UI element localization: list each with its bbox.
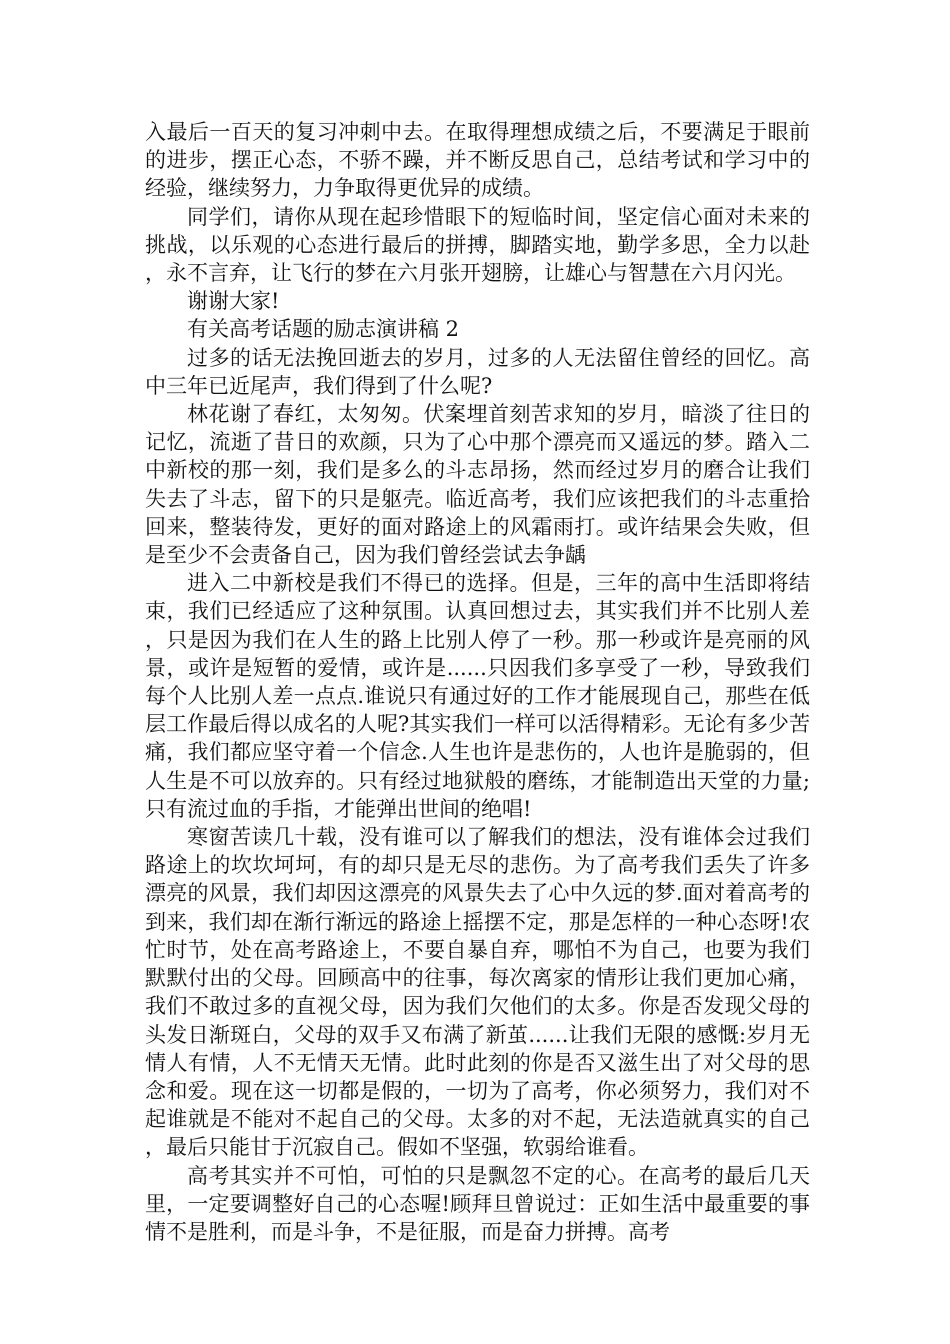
section-title: 有关高考话题的励志演讲稿 2 bbox=[187, 317, 460, 342]
paragraph-5: 进入二中新校是我们不得已的选择。但是，三年的高中生活即将结束，我们已经适应了这种氛围。认真回想过去，其实我们并不比别人差，只是因为我们在人生的路上比别人停了一秒。那一秒或许是亮丽的风景，或许是短暂的爱情，或许是......只因我们多享受了一秒，导致我们每个人比别人差一点点.谁说只有通过好的工作才能展现自己，那些在低层工作最后得以成名的人呢?其实我们一样可以活得精彩。无论有多少苦痛，我们都应坚守着一个信念.人生也许是悲伤的，人也许是脆弱的，但人生是不可以放弃的。只有经过地狱般的磨练，才能制造出天堂的力量;只有流过血的手指，才能弹出世间的绝唱! bbox=[145, 571, 810, 821]
paragraph-3: 过多的话无法挽回逝去的岁月，过多的人无法留住曾经的回忆。高中三年已近尾声，我们得到了什么呢? bbox=[145, 345, 810, 398]
closing-thanks: 谢谢大家! bbox=[187, 289, 280, 314]
paragraph-2: 同学们，请你从现在起珍惜眼下的短临时间，坚定信心面对未来的挑战，以乐观的心态进行最后的拼搏，脚踏实地，勤学多思，全力以赴，永不言弃，让飞行的梦在六月张开翅膀，让雄心与智慧在六月闪光。 bbox=[145, 204, 810, 286]
paragraph-6: 寒窗苦读几十载，没有谁可以了解我们的想法，没有谁体会过我们路途上的坎坎坷坷，有的却只是无尽的悲伤。为了高考我们丢失了许多漂亮的风景，我们却因这漂亮的风景失去了心中久远的梦.面对着高考的到来，我们却在渐行渐远的路途上摇摆不定，那是怎样的一种心态呀!农忙时节，处在高考路途上，不要自暴自弃，哪怕不为自己，也要为我们默默付出的父母。回顾高中的往事，每次离家的情形让我们更加心痛，我们不敢过多的直视父母，因为我们欠他们的太多。你是否发现父母的头发日渐斑白，父母的双手又布满了新茧......让我们无限的感慨:岁月无情人有情，人不无情天无情。此时此刻的你是否又滋生出了对父母的思念和爱。现在这一切都是假的，一切为了高考，你必须努力，我们对不起谁就是不能对不起自己的父母。太多的对不起，无法造就真实的自己，最后只能甘于沉寂自己。假如不坚强，软弱给谁看。 bbox=[145, 825, 810, 1160]
document-page bbox=[145, 118, 810, 1246]
paragraph-1: 入最后一百天的复习冲刺中去。在取得理想成绩之后，不要满足于眼前的进步，摆正心态，不骄不躁，并不断反思自己，总结考试和学习中的经验，继续努力，力争取得更优异的成绩。 bbox=[145, 120, 810, 201]
paragraph-7: 高考其实并不可怕，可怕的只是飘忽不定的心。在高考的最后几天里，一定要调整好自己的心态喔!顾拜旦曾说过：正如生活中最重要的事情不是胜利，而是斗争，不是征服，而是奋力拼搏。高考 bbox=[145, 1163, 810, 1244]
paragraph-4: 林花谢了春红，太匆匆。伏案埋首刻苦求知的岁月，暗淡了往日的记忆，流逝了昔日的欢颜，只为了心中那个漂亮而又遥远的梦。踏入二中新校的那一刻，我们是多么的斗志昂扬，然而经过岁月的磨合让我们失去了斗志，留下的只是躯壳。临近高考，我们应该把我们的斗志重拾回来，整装待发，更好的面对路途上的风霜雨打。或许结果会失败，但是至少不会责备自己，因为我们曾经尝试去争龋 bbox=[145, 402, 810, 568]
